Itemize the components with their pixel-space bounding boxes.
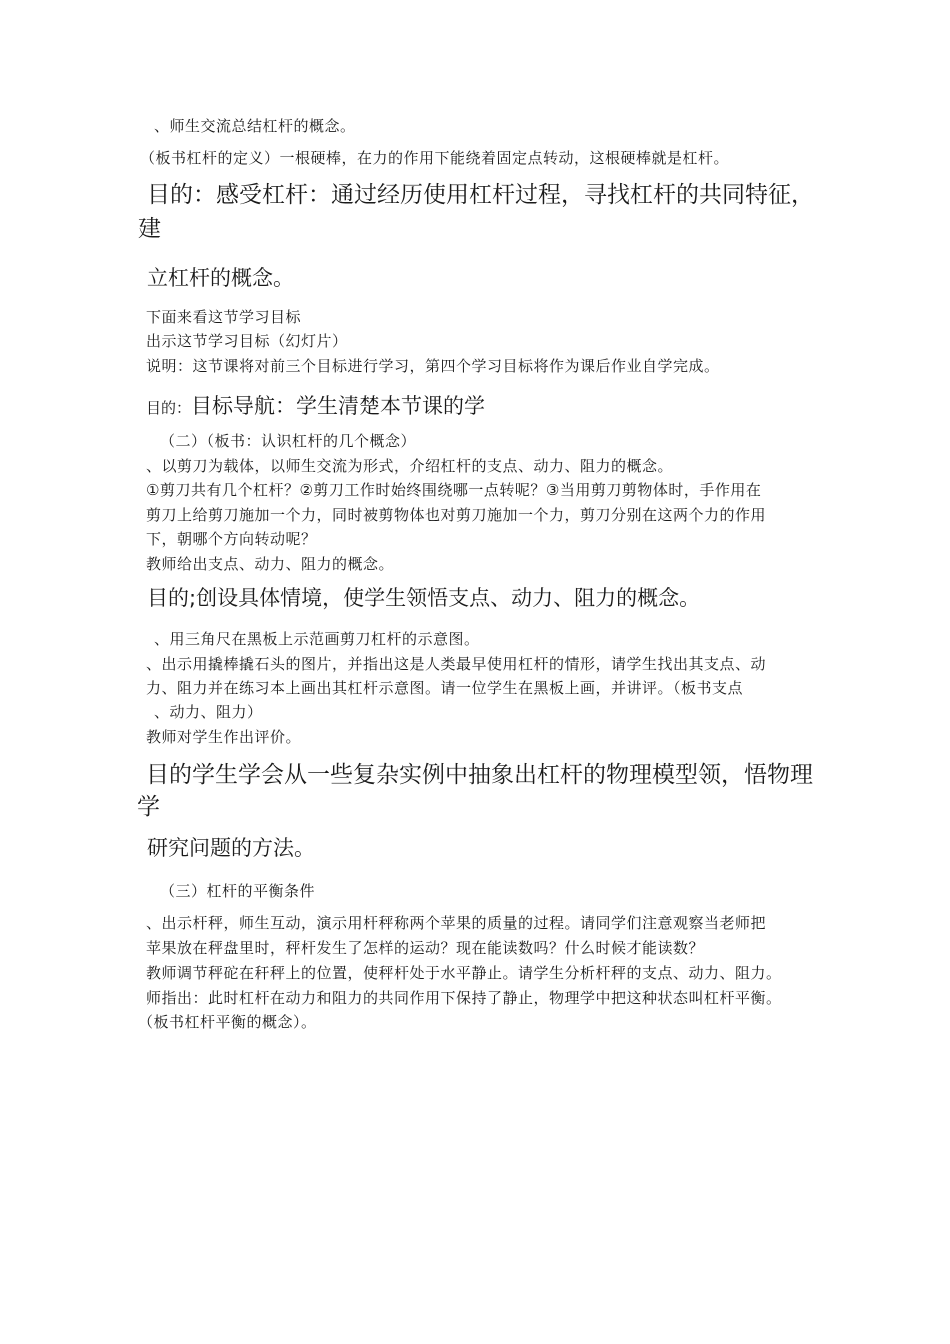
section-heading: （二）（板书：认识杠杆的几个概念） — [160, 432, 417, 450]
section-heading: （三）杠杆的平衡条件 — [160, 882, 316, 900]
text-line: 、动力、阻力） — [154, 703, 263, 721]
text-line: 、用三角尺在黑板上示范画剪刀杠杆的示意图。 — [154, 630, 480, 648]
text-line: 力、阻力并在练习本上画出其杠杆示意图。请一位学生在黑板上画，并讲评。（板书支点 — [146, 679, 744, 697]
text-line: 教师对学生作出评价。 — [146, 728, 302, 746]
text-line: 说明：这节课将对前三个目标进行学习，第四个学习目标将作为课后作业自学完成。 — [146, 357, 720, 375]
text-line: （板书杠杆的定义）一根硬棒，在力的作用下能绕着固定点转动，这根硬棒就是杠杆。 — [140, 149, 730, 167]
text-line: 下，朝哪个方向转动呢？ — [146, 530, 317, 548]
text-line: 、以剪刀为载体，以师生交流为形式，介绍杠杆的支点、动力、阻力的概念。 — [146, 457, 674, 475]
text-line: 教师调节秤砣在秆秤上的位置，使秤杆处于水平静止。请学生分析杆秤的支点、动力、阻力。 — [146, 964, 782, 982]
text-line: 、出示用撬棒撬石头的图片，并指出这是人类最早使用杠杆的情形，请学生找出其支点、动 — [146, 655, 767, 673]
text-line: ①剪刀共有几个杠杆？②剪刀工作时始终围绕哪一点转呢？③当用剪刀剪物体时，手作用在 — [146, 481, 762, 499]
text-line: 师指出：此时杠杆在动力和阻力的共同作用下保持了静止，物理学中把这种状态叫杠杆平衡。 — [146, 989, 782, 1007]
purpose-text: 目标导航：学生清楚本节课的学 — [191, 394, 486, 418]
text-line: 、出示杆秤，师生互动，演示用杆秤称两个苹果的质量的过程。请同学们注意观察当老师把 — [146, 914, 767, 932]
text-line: 出示这节学习目标（幻灯片） — [146, 332, 348, 350]
text-line: 、师生交流总结杠杆的概念。 — [154, 117, 356, 135]
purpose-line: 研究问题的方法。 — [147, 836, 315, 860]
purpose-line: 建 — [138, 216, 161, 242]
text-line: 下面来看这节学习目标 — [146, 308, 302, 326]
text-line: 苹果放在秤盘里时，秤杆发生了怎样的运动？现在能读数吗？什么时候才能读数？ — [146, 939, 705, 957]
purpose-line: 目的：感受杠杆：通过经历使用杠杆过程，寻找杠杆的共同特征， — [147, 182, 814, 208]
purpose-line: 学 — [137, 794, 160, 820]
purpose-line: 目的;创设具体情境，使学生领悟支点、动力、阻力的概念。 — [147, 586, 701, 610]
text-line: （板书杠杆平衡的概念）。 — [138, 1013, 317, 1031]
purpose-label: 目的： — [146, 399, 192, 417]
purpose-line — [146, 390, 485, 420]
text-line: 教师给出支点、动力、阻力的概念。 — [146, 555, 395, 573]
purpose-line: 目的学生学会从一些复杂实例中抽象出杠杆的物理模型领，悟物理 — [146, 762, 813, 788]
text-line: 剪刀上给剪刀施加一个力，同时被剪物体也对剪刀施加一个力，剪刀分别在这两个力的作用 — [146, 506, 767, 524]
purpose-line: 立杠杆的概念。 — [147, 266, 294, 290]
